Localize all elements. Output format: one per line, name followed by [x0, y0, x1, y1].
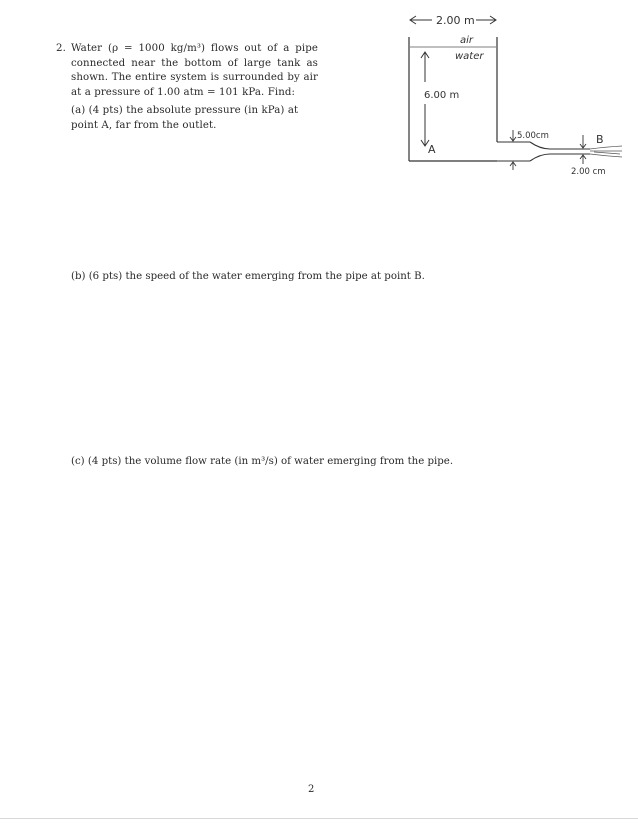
point-a-label: A [428, 143, 436, 156]
outlet-diameter-label: 2.00 cm [571, 167, 606, 177]
point-b-label: B [596, 133, 604, 146]
question-c: (c) (4 pts) the volume flow rate (in m³/s) of water emerging from the pipe. [71, 456, 454, 467]
width-label: 2.00 m [436, 14, 475, 27]
pipe-diameter-arrows [510, 130, 516, 170]
problem-number: 2. [56, 43, 66, 54]
question-b: (b) (6 pts) the speed of the water emerging from the pipe at point B. [71, 271, 425, 282]
pipe-diameter-label: 5.00cm [517, 131, 549, 141]
outlet-pipe [497, 142, 590, 161]
problem-statement: Water (ρ = 1000 kg/m³) flows out of a pipe connected near the bottom of large tank as shown. The entire system is surrounded by air at a pressure of 1.00 atm = 101 kPa. Find: [71, 43, 318, 98]
page-number: 2 [308, 784, 315, 795]
air-label: air [460, 35, 474, 46]
question-a: (a) (4 pts) the absolute pressure (in kPa) at point A, far from the outlet. [71, 105, 299, 131]
height-label: 6.00 m [424, 90, 460, 101]
scan-edge [0, 818, 638, 819]
water-spray [590, 146, 622, 157]
water-label: water [455, 51, 484, 62]
